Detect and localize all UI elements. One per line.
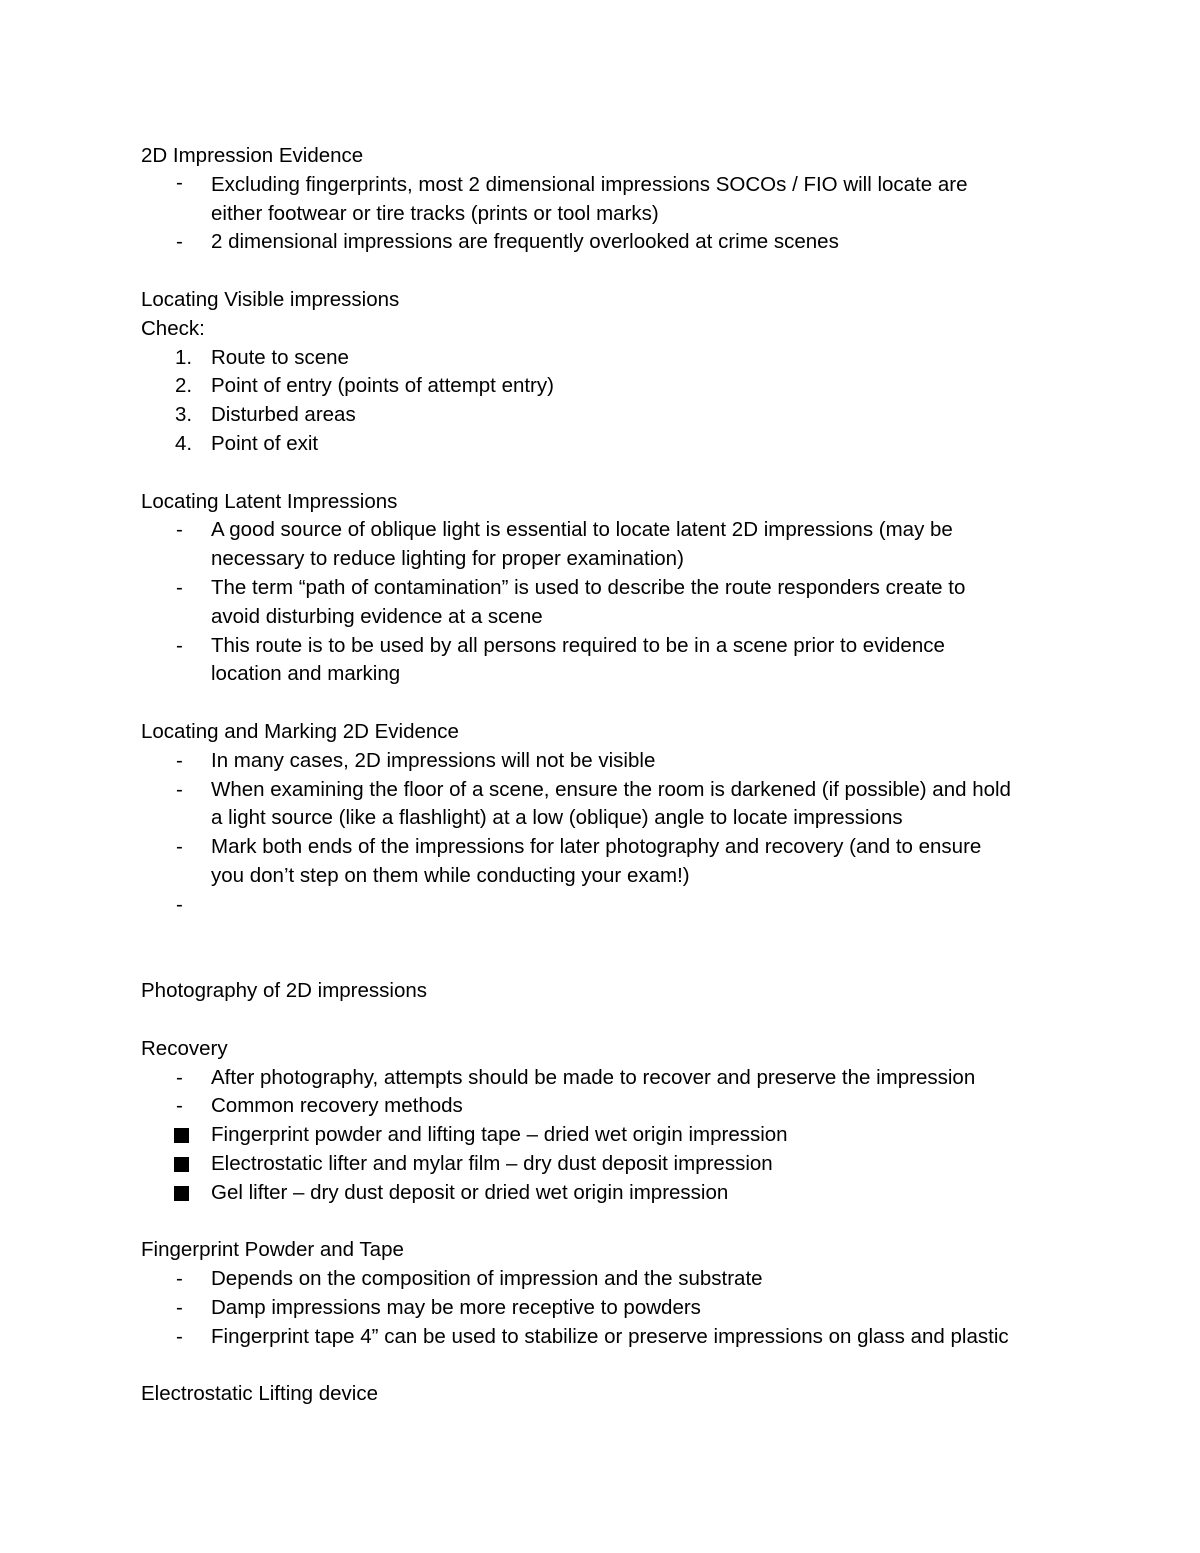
bullet-text-continued: either footwear or tire tracks (prints or tool marks)	[211, 201, 659, 225]
dash-marker: -	[176, 777, 183, 801]
dash-marker: -	[176, 1324, 183, 1348]
bullet-item	[141, 1265, 1081, 1294]
section-heading-latent-impressions: Locating Latent Impressions	[141, 489, 398, 513]
bullet-item	[141, 632, 1081, 690]
section-heading-impression-evidence: 2D Impression Evidence	[141, 144, 364, 167]
square-bullet-item	[141, 1121, 1081, 1150]
dash-marker: -	[176, 170, 183, 194]
bullet-item	[141, 1294, 1081, 1323]
numbered-item	[141, 344, 1081, 373]
numbered-text: Point of exit	[211, 431, 319, 455]
section-heading-powder-tape: Fingerprint Powder and Tape	[141, 1238, 404, 1262]
number-marker: 4.	[175, 431, 193, 455]
bullet-item	[141, 776, 1081, 834]
bullet-text: When examining the floor of a scene, ensure the room is darkened (if possible) and hold	[211, 777, 1011, 801]
bullet-item	[141, 1064, 1081, 1093]
bullet-text-continued: location and marking	[211, 662, 401, 686]
bullet-text: A good source of oblique light is essential to locate latent 2D impressions (may be	[211, 518, 953, 542]
bullet-text: Mark both ends of the impressions for later photography and recovery (and to ensure	[211, 835, 982, 859]
number-marker: 1.	[175, 345, 193, 369]
dash-marker: -	[176, 1295, 183, 1319]
bullet-item	[141, 228, 1081, 257]
bullet-text: Depends on the composition of impression and the substrate	[211, 1267, 763, 1291]
section-heading-marking-evidence: Locating and Marking 2D Evidence	[141, 719, 459, 743]
bullet-text: Gel lifter – dry dust deposit or dried wet origin impression	[211, 1180, 729, 1204]
dash-marker: -	[176, 230, 183, 254]
dash-marker: -	[176, 1065, 183, 1089]
square-bullet-item	[141, 1150, 1081, 1179]
number-marker: 2.	[175, 374, 193, 398]
square-bullet-icon	[176, 1150, 206, 1179]
blank-line	[141, 948, 1081, 977]
document-page	[141, 142, 1081, 1409]
check-label: Check:	[141, 316, 205, 340]
numbered-text: Point of entry (points of attempt entry)	[211, 374, 554, 398]
blank-line	[141, 1006, 1081, 1035]
bullet-text: In many cases, 2D impressions will not be visible	[211, 748, 656, 772]
square-bullet-icon	[176, 1179, 206, 1208]
blank-line	[141, 1207, 1081, 1236]
dash-marker: -	[176, 1267, 183, 1291]
blank-line	[141, 257, 1081, 286]
blank-line	[141, 920, 1081, 949]
bullet-item	[141, 171, 1081, 229]
blank-line	[141, 459, 1081, 488]
bullet-text: 2 dimensional impressions are frequently overlooked at crime scenes	[211, 230, 839, 254]
dash-marker: -	[176, 518, 183, 542]
section-heading-photography: Photography of 2D impressions	[141, 979, 428, 1003]
dash-marker: -	[176, 748, 183, 772]
bullet-text: Damp impressions may be more receptive to powders	[211, 1295, 701, 1319]
numbered-item	[141, 401, 1081, 430]
numbered-item	[141, 372, 1081, 401]
bullet-text: After photography, attempts should be made to recover and preserve the impression	[211, 1065, 976, 1089]
bullet-text-continued: avoid disturbing evidence at a scene	[211, 604, 543, 628]
section-heading-recovery: Recovery	[141, 1036, 228, 1060]
bullet-text	[211, 891, 1081, 920]
square-bullet-item	[141, 1179, 1081, 1208]
bullet-text: Electrostatic lifter and mylar film – dry dust deposit impression	[211, 1151, 773, 1175]
bullet-text: The term “path of contamination” is used to describe the route responders create to	[211, 575, 966, 599]
dash-marker: -	[176, 835, 183, 859]
bullet-text: This route is to be used by all persons required to be in a scene prior to evidence	[211, 633, 945, 657]
square-bullet-icon	[176, 1121, 206, 1150]
numbered-text: Route to scene	[211, 345, 349, 369]
numbered-text: Disturbed areas	[211, 403, 356, 427]
blank-line	[141, 689, 1081, 718]
bullet-text: Common recovery methods	[211, 1094, 463, 1118]
bullet-item-empty	[141, 891, 1081, 920]
dash-marker: -	[176, 575, 183, 599]
bullet-text-continued: a light source (like a flashlight) at a low (oblique) angle to locate impressions	[211, 806, 903, 830]
bullet-item	[141, 1323, 1081, 1352]
blank-line	[141, 1351, 1081, 1380]
dash-marker: -	[176, 633, 183, 657]
bullet-text-continued: you don’t step on them while conducting your exam!)	[211, 863, 690, 887]
dash-marker: -	[176, 1094, 183, 1118]
dash-marker: -	[176, 892, 183, 916]
bullet-text: Excluding fingerprints, most 2 dimensional impressions SOCOs / FIO will locate are	[211, 172, 968, 196]
bullet-item	[141, 574, 1081, 632]
section-heading-visible-impressions: Locating Visible impressions	[141, 287, 400, 311]
bullet-text: Fingerprint powder and lifting tape – dried wet origin impression	[211, 1123, 788, 1147]
bullet-item	[141, 1092, 1081, 1121]
bullet-text: Fingerprint tape 4” can be used to stabilize or preserve impressions on glass and plastic	[211, 1324, 1009, 1348]
bullet-item	[141, 516, 1081, 574]
bullet-item	[141, 833, 1081, 891]
bullet-text-continued: necessary to reduce lighting for proper examination)	[211, 547, 684, 571]
section-heading-electrostatic: Electrostatic Lifting device	[141, 1382, 379, 1406]
number-marker: 3.	[175, 403, 193, 427]
numbered-item	[141, 430, 1081, 459]
bullet-item	[141, 747, 1081, 776]
